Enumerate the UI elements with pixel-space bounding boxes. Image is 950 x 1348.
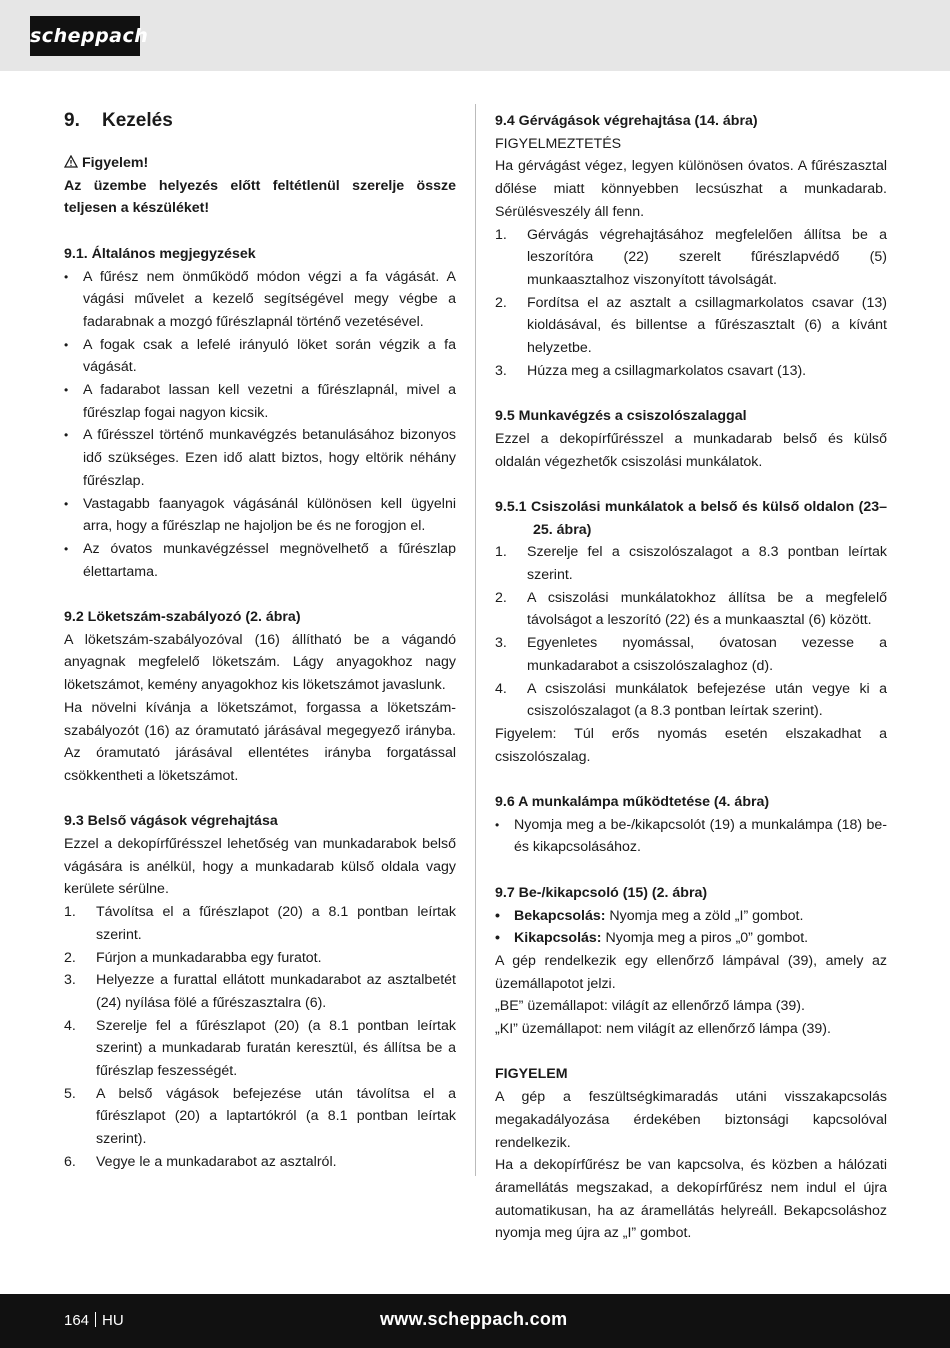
chapter-heading <box>64 110 456 132</box>
chapter-number: 9. <box>64 110 80 131</box>
section-9-3-steps <box>64 901 456 1173</box>
step-item: 3. Húzza meg a csillagmarkolatos csavart (13). <box>495 362 807 379</box>
section-9-5-title: 9.5 Munkavégzés a csiszolószalaggal <box>495 408 747 425</box>
list-item: • Vastagabb faanyagok vágásánál különösen kell ügyelni arra, hogy a fűrészlap ne hajoljon be és ne forogjon el. <box>64 493 456 538</box>
step-item: 2. Fordítsa el az asztalt a csillagmarkolatos csavar (13) kioldásával, és billentse a fűrészasztalt (6) a kívánt helyzetbe. <box>495 294 887 357</box>
section-9-3-intro: Ezzel a dekopírfűrésszel lehetőség van munkadarabok belső vágására is anélkül, hogy a munkadarab külső oldala vagy kerülete sérülne. <box>64 836 456 898</box>
warning-title-line <box>64 152 456 175</box>
step-item: 1. Távolítsa el a fűrészlapot (20) a 8.1 pontban leírtak szerint. <box>64 904 456 943</box>
section-9-6-title: 9.6 A munkalámpa működtetése (4. ábra) <box>495 794 770 811</box>
list-item: • Az óvatos munkavégzéssel megnövelhető a fűrészlap élettartama. <box>64 538 456 583</box>
figyelem-paragraph: A gép a feszültségkimaradás utáni visszakapcsolás megakadályozása érdekében biztonsági kapcsolóval rendelkezik. <box>495 1089 887 1151</box>
section-9-4-text: Ha gérvágást végez, legyen különösen óvatos. A fűrészasztal dőlése miatt könnyebben lecsúszhat a munkadarab. Sérülésveszély áll fenn. <box>495 158 887 220</box>
right-column <box>495 110 887 1245</box>
figyelem-title: FIGYELEM <box>495 1066 568 1083</box>
page-header <box>0 0 950 71</box>
step-item: 5. A belső vágások befejezése után távolítsa el a fűrészlapot (20) a laptartókról (a 8.1 pontban leírtak szerint). <box>64 1085 456 1148</box>
step-item: 1. Szerelje fel a csiszolószalagot a 8.3 pontban leírtak szerint. <box>495 544 887 584</box>
list-item: • A fadarabot lassan kell vezetni a fűrészlapnál, mivel a fűrészlap fogai nagyon kicsik. <box>64 379 456 424</box>
section-9-5-1-title: 9.5.1 Csiszolási munkálatok a belső és külső oldalon (23–25. ábra) <box>495 498 887 538</box>
section-9-7-title: 9.7 Be-/kikapcsoló (15) (2. ábra) <box>495 884 708 901</box>
step-item: 3. Helyezze a furattal ellátott munkadarabot az asztalbetét (24) nyílása fölé a fűrészasztalra (6). <box>64 972 456 1011</box>
section-9-1-list <box>64 266 456 584</box>
warning-text: Az üzembe helyezés előtt feltétlenül szerelje össze teljesen a készüléket! <box>64 177 456 217</box>
list-item: • A fűrésszel történő munkavégzés betanulásához bizonyos idő szükséges. Ezen idő alatt biztos, hogy eltörik néhány fűrészlap. <box>64 424 456 492</box>
section-9-7-paragraph: „BE” üzemállapot: világít az ellenőrző lámpa (39). <box>495 998 805 1015</box>
section-9-7-paragraph: A gép rendelkezik egy ellenőrző lámpával (39), amely az üzemállapotot jelzi. <box>495 952 887 992</box>
list-item: • A fogak csak a lefelé irányuló löket során végzik a fa vágását. <box>64 334 456 379</box>
figyelem-paragraph: Ha a dekopírfűrész be van kapcsolva, és közben a hálózati áramellátás megszakad, a dekopírfűrész nem indul el újra automatikusan, ha az áramellátás helyreáll. Bekapcsoláshoz nyomja meg újra az „I” gombot. <box>495 1157 887 1242</box>
page-number <box>64 1311 124 1331</box>
section-9-2-paragraph: Ha növelni kívánja a löketszámot, forgassa a löketszám-szabályozót (16) az óramutató járásával megegyező irányba. Az óramutató járásával ellentétes irányba forgatással csökkentheti a löketszámot. <box>64 699 456 784</box>
chapter-title: Kezelés <box>102 110 173 131</box>
step-item: 3. Egyenletes nyomással, óvatosan vezesse a munkadarabot a csiszolószalaghoz (d). <box>495 635 887 674</box>
section-9-4-title: 9.4 Gérvágások végrehajtása (14. ábra) <box>495 113 758 129</box>
section-9-7-list <box>495 905 887 950</box>
step-item: 4. Szerelje fel a fűrészlapot (20) (a 8.1 pontban leírtak szerint) a munkadarab furatán keresztül, és állítsa be a fűrészlap feszességét. <box>64 1017 456 1080</box>
section-9-5-1-note: Figyelem: Túl erős nyomás esetén elszakadhat a csiszolószalag. <box>495 725 887 765</box>
section-9-6-list <box>495 814 887 859</box>
step-item: 2. A csiszolási munkálatokhoz állítsa be a megfelelő távolságot a leszorító (22) és a munkaasztal (6) között. <box>495 589 887 629</box>
section-9-2-title: 9.2 Löketszám-szabályozó (2. ábra) <box>64 609 301 626</box>
warning-triangle-icon <box>64 155 82 171</box>
step-item: 4. A csiszolási munkálatok befejezése után vegye ki a csiszolószalagot (a 8.3 pontban leírtak szerint). <box>495 680 887 720</box>
step-item: 6. Vegye le a munkadarabot az asztalról. <box>64 1153 337 1170</box>
section-9-4-steps <box>495 224 887 383</box>
page-footer <box>0 1294 950 1348</box>
scheppach-logo: scheppach <box>30 16 140 56</box>
list-item: • Nyomja meg a be-/kikapcsolót (19) a munkalámpa (18) be- és kikapcsolásához. <box>495 814 887 859</box>
section-9-3-title: 9.3 Belső vágások végrehajtása <box>64 813 278 830</box>
step-item: 1. Gérvágás végrehajtásához megfelelően állítsa be a leszorítóra (22) szerelt fűrészlapvédő (5) munkaasztalhoz viszonyított távolságát. <box>495 226 887 288</box>
section-9-1-title: 9.1. Általános megjegyzések <box>64 245 256 262</box>
language-code: HU <box>102 1312 124 1329</box>
list-item: • Bekapcsolás: Nyomja meg a zöld „I” gombot. <box>495 905 887 928</box>
section-9-5-text: Ezzel a dekopírfűrésszel a munkadarab belső és külső oldalán végezhetők csiszolási munkálatok. <box>495 430 887 470</box>
step-item: 2. Fúrjon a munkadarabba egy furatot. <box>64 949 322 966</box>
section-9-4-warning: FIGYELMEZTETÉS <box>495 135 622 152</box>
list-item: • Kikapcsolás: Nyomja meg a piros „0” gombot. <box>495 927 887 950</box>
section-9-7-paragraph: „KI” üzemállapot: nem világít az ellenőrző lámpa (39). <box>495 1021 831 1038</box>
website-link[interactable]: www.scheppach.com <box>380 1309 568 1329</box>
page-number-value: 164 <box>64 1312 90 1329</box>
column-divider <box>475 104 476 1176</box>
left-column <box>64 110 456 1174</box>
section-9-5-1-steps <box>495 541 887 723</box>
list-item: • A fűrész nem önműködő módon végzi a fa vágását. A vágási művelet a kezelő segítségével megy végbe a fadarabnak a mozgó fűrészlapnál történő vezetésével. <box>64 266 456 334</box>
section-9-2-paragraph: A löketszám-szabályozóval (16) állítható be a vágandó anyagnak megfelelő löketszám. Lágy anyagokhoz nagy löketszámot, kemény anyagokhoz kis löketszámot javaslunk. <box>64 631 456 694</box>
warning-title: Figyelem! <box>81 155 149 171</box>
